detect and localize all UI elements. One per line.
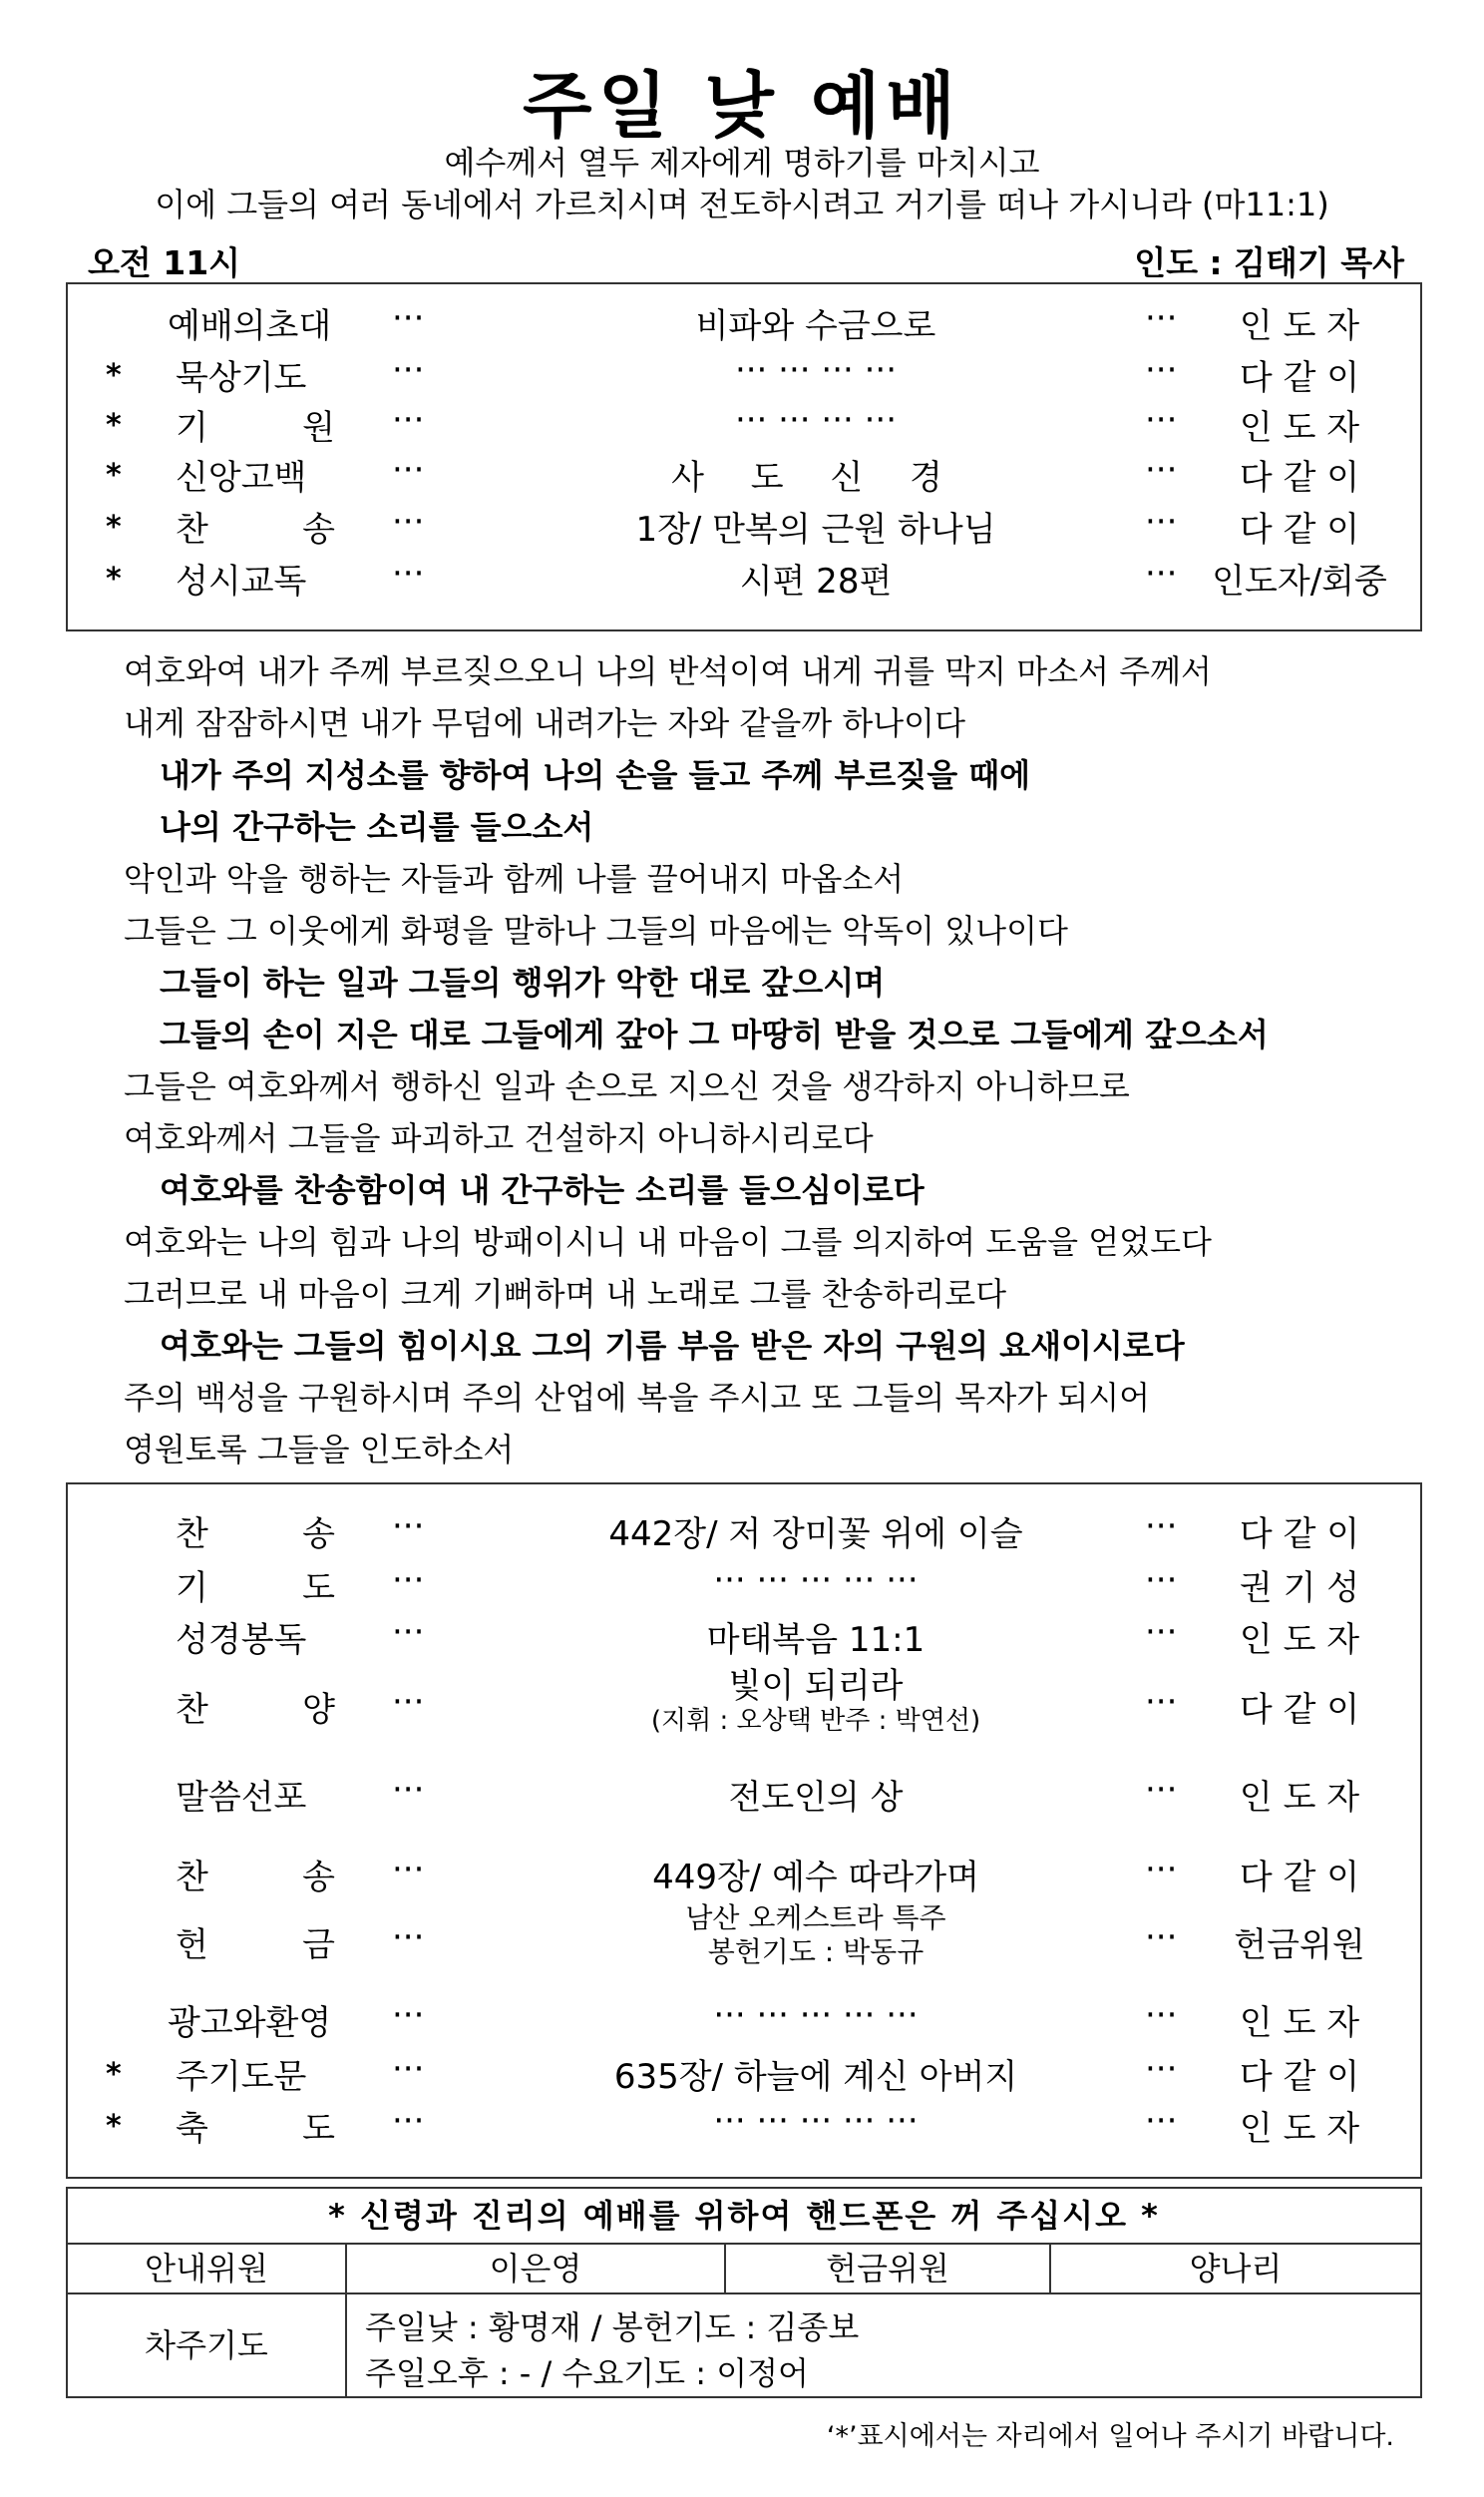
- order-item-leader: 인 도 자: [1239, 2003, 1360, 2043]
- phone-notice: * 신령과 진리의 예배를 위하여 핸드폰은 꺼 주십시오 *: [68, 2189, 1420, 2245]
- dots: ···: [392, 1917, 425, 1957]
- anthem-title: 빛이 되리라: [728, 1666, 904, 1706]
- order-item-content: ··· ··· ··· ···: [734, 350, 898, 390]
- order-item-name: 묵상기도: [176, 358, 307, 398]
- dots: ···: [392, 1612, 425, 1652]
- dots: ···: [392, 298, 425, 338]
- order-item-leader: 인 도 자: [1239, 2109, 1360, 2149]
- dots: ···: [1145, 1850, 1178, 1889]
- order-item-leader: 다 같 이: [1239, 510, 1360, 550]
- reading-line: 영원토록 그들을 인도하소서: [124, 1431, 515, 1468]
- order-item-name: 성경봉독: [176, 1620, 307, 1660]
- dots: ···: [1145, 400, 1178, 440]
- stand-marker: *: [106, 510, 122, 545]
- order-item-name: 예배의초대: [168, 306, 332, 346]
- order-item-name: 축 도: [176, 2109, 335, 2149]
- offering-label: 헌금위원: [726, 2245, 1051, 2292]
- reading-line: 내게 잠잠하시면 내가 무덤에 내려가는 자와 같을까 하나이다: [124, 704, 966, 742]
- dots: ···: [1145, 1560, 1178, 1600]
- dots: ···: [392, 1770, 425, 1810]
- order-item-content: 마태복음 11:1: [706, 1620, 926, 1660]
- dots: ···: [392, 1682, 425, 1722]
- reading-line-congregation: 그들의 손이 지은 대로 그들에게 갚아 그 마땅히 받을 것으로 그들에게 갚으소서: [160, 1016, 1269, 1053]
- reading-line: 그들은 그 이웃에게 화평을 말하나 그들의 마음에는 악독이 있나이다: [124, 912, 1068, 950]
- next-prayer-row: [68, 2294, 1420, 2396]
- dots: ···: [392, 1560, 425, 1600]
- order-item-content: 449장/ 예수 따라가며: [652, 1858, 979, 1897]
- order-item-content: [487, 1901, 1145, 1969]
- stand-marker: *: [106, 562, 122, 597]
- next-prayer-line-1: 주일낮 : 황명재 / 봉헌기도 : 김종보: [365, 2308, 860, 2346]
- dots: ···: [1145, 1612, 1178, 1652]
- order-item-name: 찬 송: [176, 510, 335, 550]
- dots: ···: [1145, 1506, 1178, 1546]
- order-of-worship-part1: [66, 282, 1422, 631]
- order-item-leader: 다 같 이: [1239, 1858, 1360, 1897]
- reading-line-congregation: 그들이 하는 일과 그들의 행위가 악한 대로 갚으시며: [160, 964, 886, 1002]
- stand-marker: *: [106, 2057, 122, 2092]
- order-item-content: 사 도 신 경: [671, 458, 960, 498]
- order-row: [68, 1666, 1420, 1740]
- order-item-name: 성시교독: [176, 562, 307, 602]
- order-item-name: 기 도: [176, 1568, 335, 1608]
- order-item-name: 말씀선포: [176, 1778, 307, 1818]
- reading-line-congregation: 여호와는 그들의 힘이시요 그의 기름 부음 받은 자의 구원의 요새이시로다: [160, 1327, 1185, 1365]
- next-prayer-line-2: 주일오후 : - / 수요기도 : 이정어: [365, 2354, 809, 2392]
- service-leader: 인도 : 김태기 목사: [1134, 243, 1404, 282]
- reading-line: 그들은 여호와께서 행하신 일과 손으로 지으신 것을 생각하지 아니하므로: [124, 1067, 1130, 1105]
- order-item-content: 시편 28편: [739, 562, 893, 602]
- reading-line: 여호와께서 그들을 파괴하고 건설하지 아니하시리로다: [124, 1119, 874, 1157]
- reading-line-congregation: 내가 주의 지성소를 향하여 나의 손을 들고 주께 부르짖을 때에: [160, 756, 1031, 794]
- dots: ···: [392, 502, 425, 542]
- dots: ···: [392, 450, 425, 490]
- stand-marker: *: [106, 358, 122, 393]
- stand-marker: *: [106, 2109, 122, 2144]
- order-item-name: 신앙고백: [176, 458, 307, 498]
- dots: ···: [1145, 2101, 1178, 2141]
- subtitle-line-2: 이에 그들의 여러 동네에서 가르치시며 전도하시려고 거기를 떠나 가시니라 (마11:1): [155, 186, 1329, 223]
- offering-special: 남산 오케스트라 특주: [685, 1901, 946, 1934]
- dots: ···: [1145, 450, 1178, 490]
- anthem-credits: (지휘 : 오상택 반주 : 박연선): [650, 1706, 981, 1736]
- order-item-name: 주기도문: [176, 2057, 307, 2097]
- reading-line-congregation: 여호와를 찬송함이여 내 간구하는 소리를 들으심이로다: [160, 1171, 925, 1209]
- reading-line: 여호와여 내가 주께 부르짖으오니 나의 반석이여 내게 귀를 막지 마소서 주께서: [124, 652, 1212, 690]
- order-item-leader: 인 도 자: [1239, 1620, 1360, 1660]
- reading-line-congregation: 나의 간구하는 소리를 들으소서: [160, 808, 594, 846]
- dots: ···: [392, 1506, 425, 1546]
- dots: ···: [1145, 2049, 1178, 2089]
- stand-marker: *: [106, 458, 122, 493]
- standing-footnote: ‘*’표시에서는 자리에서 일어나 주시기 바랍니다.: [826, 2421, 1394, 2452]
- reading-line: 여호와는 나의 힘과 나의 방패이시니 내 마음이 그를 의지하여 도움을 얻었도다: [124, 1223, 1212, 1261]
- offering-prayer: 봉헌기도 : 박동규: [707, 1935, 925, 1968]
- reading-line: 악인과 악을 행하는 자들과 함께 나를 끌어내지 마옵소서: [124, 860, 905, 898]
- subtitle-line-1: 예수께서 열두 제자에게 명하기를 마치시고: [444, 144, 1040, 182]
- usher-name: 이은영: [347, 2245, 726, 2292]
- dots: ···: [1145, 502, 1178, 542]
- order-item-content: 비파와 수금으로: [695, 306, 936, 346]
- order-item-leader: 다 같 이: [1239, 2057, 1360, 2097]
- dots: ···: [392, 400, 425, 440]
- dots: ···: [1145, 1682, 1178, 1722]
- order-item-name: 헌 금: [176, 1925, 335, 1965]
- order-item-leader: 다 같 이: [1239, 358, 1360, 398]
- order-of-worship-part2: [66, 1482, 1422, 2179]
- order-item-leader: 다 같 이: [1239, 1514, 1360, 1554]
- dots: ···: [1145, 1770, 1178, 1810]
- dots: ···: [1145, 298, 1178, 338]
- stand-marker: *: [106, 408, 122, 443]
- dots: ···: [1145, 350, 1178, 390]
- reading-line: 주의 백성을 구원하시며 주의 산업에 복을 주시고 또 그들의 목자가 되시어: [124, 1379, 1151, 1417]
- order-item-content: ··· ··· ··· ···: [734, 400, 898, 440]
- order-item-leader: 다 같 이: [1239, 458, 1360, 498]
- service-time: 오전 11시: [88, 243, 241, 282]
- reading-line: 그러므로 내 마음이 크게 기뻐하며 내 노래로 그를 찬송하리로다: [124, 1275, 1007, 1313]
- order-item-name: 찬 송: [176, 1514, 335, 1554]
- order-item-content: ··· ··· ··· ··· ···: [713, 1560, 919, 1600]
- offering-name: 양나리: [1189, 2250, 1283, 2288]
- dots: ···: [392, 2101, 425, 2141]
- order-item-leader: 헌금위원: [1234, 1925, 1365, 1965]
- dots: ···: [1145, 1995, 1178, 2035]
- order-item-content: 442장/ 저 장미꽃 위에 이슬: [608, 1514, 1023, 1554]
- order-item-name: 찬 양: [176, 1690, 335, 1730]
- order-item-leader: 인 도 자: [1239, 1778, 1360, 1818]
- dots: ···: [392, 2049, 425, 2089]
- order-item-content: 635장/ 하늘에 계신 아버지: [613, 2057, 1018, 2097]
- dots: ···: [392, 1850, 425, 1889]
- dots: ···: [392, 1995, 425, 2035]
- sermon-title: 전도인의 상: [728, 1778, 904, 1818]
- page-title: 주일 낮 예배: [523, 64, 961, 148]
- announcements-table: [66, 2187, 1422, 2398]
- dots: ···: [392, 554, 425, 594]
- order-item-leader: 인 도 자: [1239, 408, 1360, 448]
- order-item-name: 기 원: [176, 408, 335, 448]
- order-row: [68, 1901, 1420, 1971]
- dots: ···: [1145, 1917, 1178, 1957]
- order-item-name: 찬 송: [176, 1858, 335, 1897]
- order-item-leader: 다 같 이: [1239, 1690, 1360, 1730]
- order-item-leader: 인도자/회중: [1212, 562, 1387, 602]
- dots: ···: [392, 350, 425, 390]
- staff-row: [68, 2245, 1420, 2294]
- order-item-content: [487, 1666, 1145, 1736]
- service-info: [88, 237, 1404, 282]
- order-item-content: ··· ··· ··· ··· ···: [713, 1995, 919, 2035]
- order-item-leader: 권 기 성: [1239, 1568, 1360, 1608]
- order-item-content: ··· ··· ··· ··· ···: [713, 2101, 919, 2141]
- order-item-content: 1장/ 만복의 근원 하나님: [635, 510, 996, 550]
- next-prayer-label: 차주기도: [68, 2294, 347, 2396]
- order-item-leader: 인 도 자: [1239, 306, 1360, 346]
- dots: ···: [1145, 554, 1178, 594]
- order-item-name: 광고와환영: [168, 2003, 332, 2043]
- usher-label: 안내위원: [68, 2245, 347, 2292]
